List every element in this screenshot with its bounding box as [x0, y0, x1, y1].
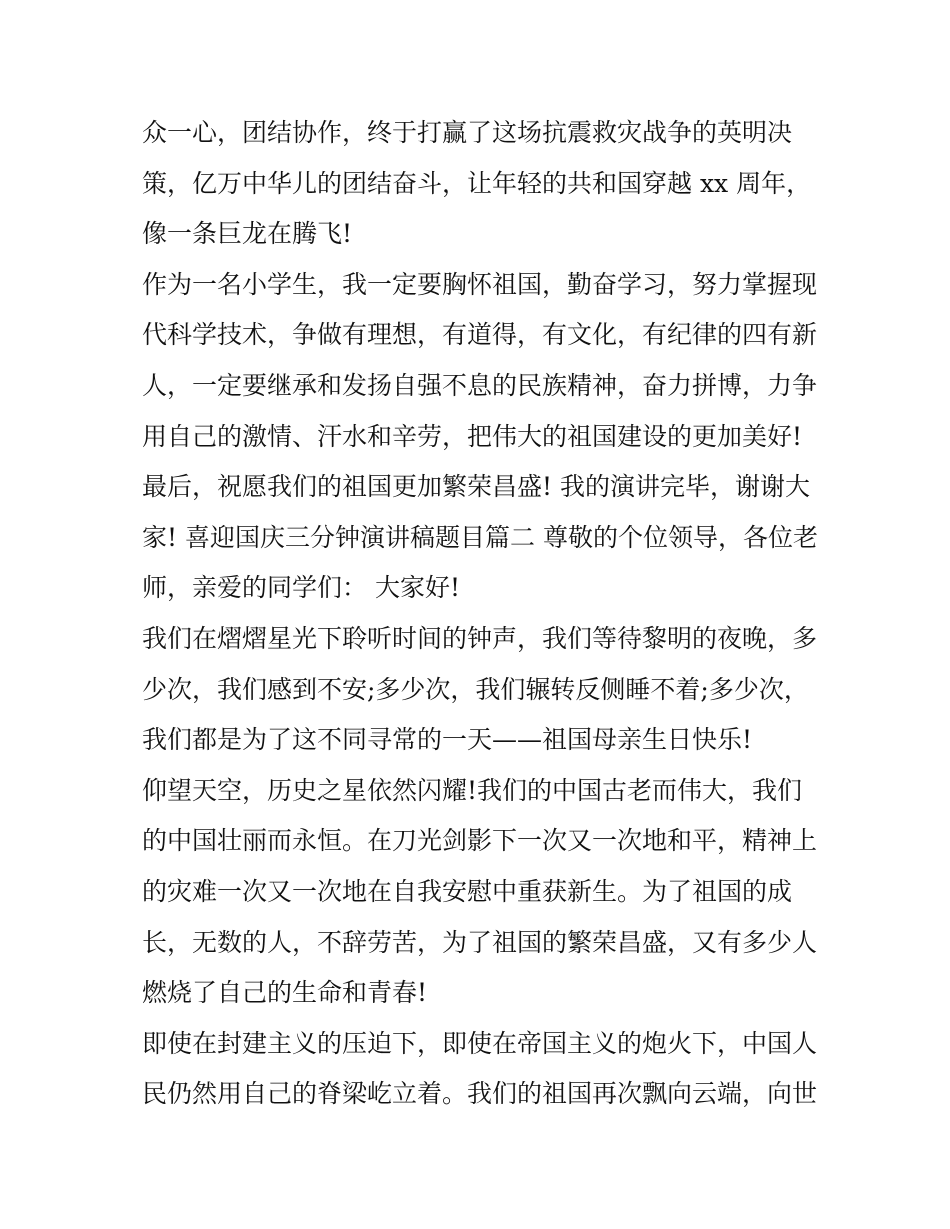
text-line: 仰望天空，历史之星依然闪耀!我们的中国古老而伟大，我们	[142, 775, 803, 805]
text-line: 家! 喜迎国庆三分钟演讲稿题目篇二 尊敬的个位领导，各位老	[142, 522, 818, 552]
text-line: 像一条巨龙在腾飞!	[142, 219, 353, 249]
text-line: 的灾难一次又一次地在自我安慰中重获新生。为了祖国的成	[142, 876, 793, 906]
text-line: 用自己的激情、汗水和辛劳，把伟大的祖国建设的更加美好!	[142, 421, 803, 451]
text-line: 策，亿万中华儿的团结奋斗，让年轻的共和国穿越 xx 周年，	[142, 168, 812, 198]
text-line: 人，一定要继承和发扬自强不息的民族精神，奋力拼博，力争	[142, 370, 818, 400]
text-line: 代科学技术，争做有理想，有道得，有文化，有纪律的四有新	[142, 320, 818, 350]
text-line: 少次，我们感到不安;多少次，我们辗转反侧睡不着;多少次，	[142, 674, 809, 704]
text-line: 我们在熠熠星光下聆听时间的钟声，我们等待黎明的夜晚，多	[142, 623, 818, 653]
text-line: 师，亲爱的同学们： 大家好!	[142, 573, 460, 603]
body-text	[142, 108, 822, 1120]
text-line: 民仍然用自己的脊梁屹立着。我们的祖国再次飘向云端，向世	[142, 1079, 818, 1109]
text-line: 长，无数的人，不辞劳苦，为了祖国的繁荣昌盛，又有多少人	[142, 927, 818, 957]
text-line: 作为一名小学生，我一定要胸怀祖国，勤奋学习，努力掌握现	[142, 269, 818, 299]
text-line: 我们都是为了这不同寻常的一天——祖国母亲生日快乐!	[142, 725, 753, 755]
text-line: 即使在封建主义的压迫下，即使在帝国主义的炮火下，中国人	[142, 1028, 818, 1058]
text-line: 众一心，团结协作，终于打赢了这场抗震救灾战争的英明决	[142, 118, 793, 147]
text-line: 的中国壮丽而永恒。在刀光剑影下一次又一次地和平，精神上	[142, 826, 818, 856]
text-line: 燃烧了自己的生命和青春!	[142, 978, 428, 1008]
text-line: 最后，祝愿我们的祖国更加繁荣昌盛! 我的演讲完毕，谢谢大	[142, 472, 810, 502]
